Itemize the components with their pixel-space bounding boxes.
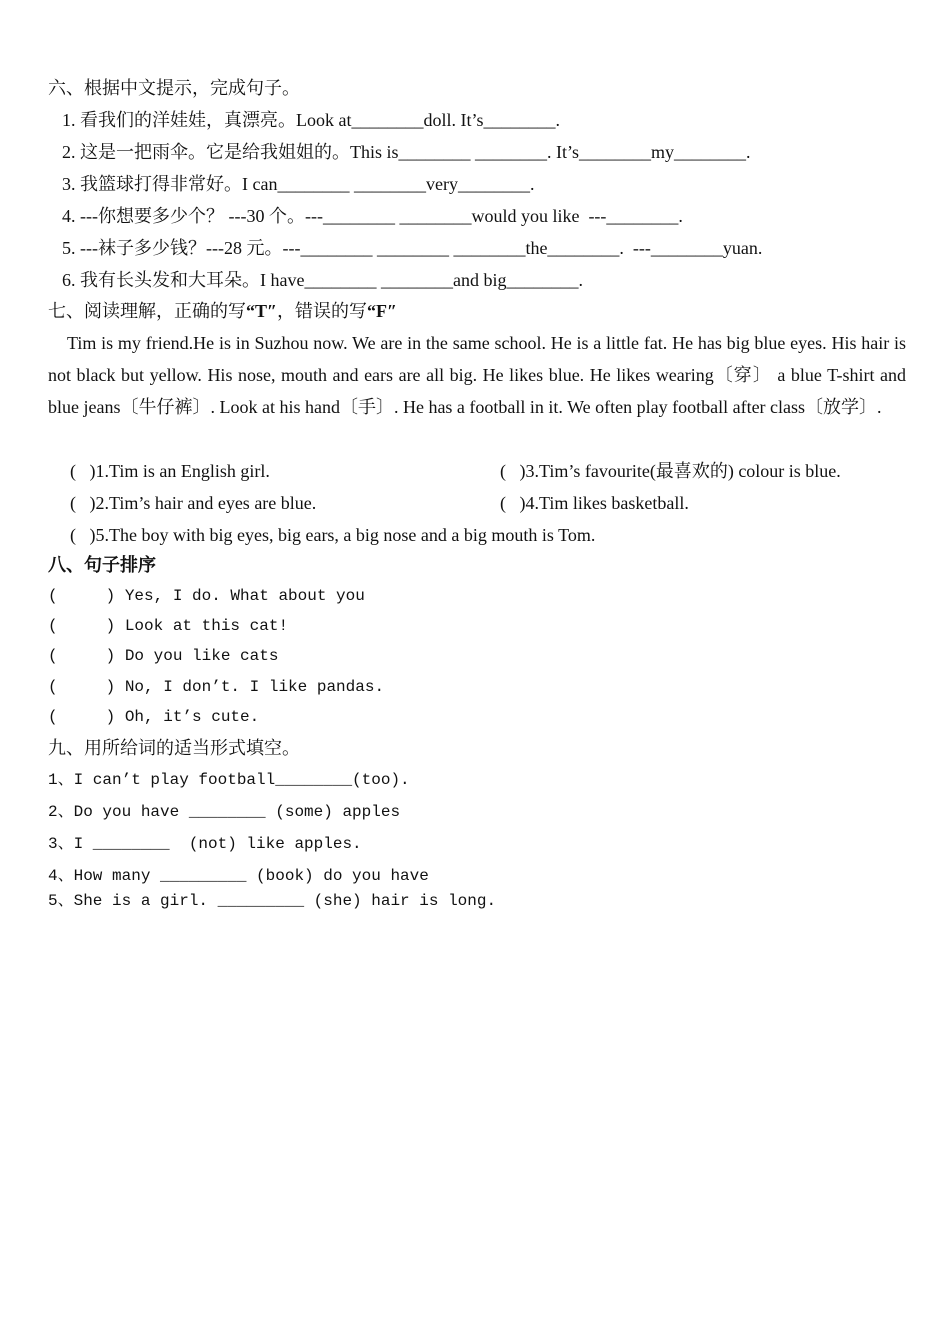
question-2: ( )2.Tim’s hair and eyes are blue. — [70, 493, 317, 513]
question-3: ( )3.Tim’s favourite(最喜欢的) colour is blue. — [500, 461, 841, 481]
order-item-3: ( ) Do you like cats — [48, 647, 279, 665]
section6-item-3: 3. 我篮球打得非常好。I can________ ________very________. — [62, 174, 535, 194]
fill-item-1: 1、I can’t play football________(too). — [48, 771, 410, 789]
fill-item-4: 4、How many _________ (book) do you have — [48, 867, 429, 885]
question-4: ( )4.Tim likes basketball. — [500, 493, 689, 513]
section6-heading: 六、根据中文提示，完成句子。 — [48, 78, 300, 98]
fill-item-5: 5、She is a girl. _________ (she) hair is long. — [48, 892, 497, 910]
fill-item-2: 2、Do you have ________ (some) apples — [48, 803, 401, 821]
question-5: ( )5.The boy with big eyes, big ears, a big nose and a big mouth is Tom. — [70, 525, 596, 545]
section8-heading: 八、句子排序 — [48, 555, 156, 575]
section7-heading-f: “F″ — [366, 301, 397, 321]
question-1: ( )1.Tim is an English girl. — [70, 461, 270, 481]
order-item-4: ( ) No, I don’t. I like pandas. — [48, 678, 385, 696]
reading-passage: Tim is my friend.He is in Suzhou now. We are in the same school. He is a little fat. He has big blue eyes. His hair is not black but yellow. His nose, mouth and ears are all big. He likes blue. He likes wearing〔穿〕 a blue T-shirt and blue jeans〔牛仔裤〕. Look at his hand〔手〕. He has a football in it. We often play football after class〔放学〕. — [48, 333, 906, 417]
order-item-2: ( ) Look at this cat! — [48, 617, 289, 635]
section9-heading: 九、用所给词的适当形式填空。 — [48, 738, 300, 758]
section6-item-4: 4. ---你想要多少个？ ---30 个。---________ ________would you like ---________. — [62, 206, 683, 226]
order-item-5: ( ) Oh, it’s cute. — [48, 708, 260, 726]
section7-heading-b: ，错误的写 — [276, 301, 367, 321]
section7-heading — [48, 299, 397, 323]
section6-item-1: 1. 看我们的洋娃娃，真漂亮。Look at________doll. It’s________. — [62, 110, 560, 130]
section6-item-6: 6. 我有长头发和大耳朵。I have________ ________and big________. — [62, 270, 583, 290]
section6-item-2: 2. 这是一把雨伞。它是给我姐姐的。This is________ ________. It’s________my________. — [62, 142, 751, 162]
section6-item-5: 5. ---袜子多少钱？---28 元。---________ ________ ________the________. ---________yuan. — [62, 238, 763, 258]
order-item-1: ( ) Yes, I do. What about you — [48, 587, 365, 605]
fill-item-3: 3、I ________ (not) like apples. — [48, 835, 362, 853]
section7-heading-t: “T″ — [246, 301, 277, 321]
section7-heading-a: 七、阅读理解，正确的写 — [48, 301, 246, 321]
